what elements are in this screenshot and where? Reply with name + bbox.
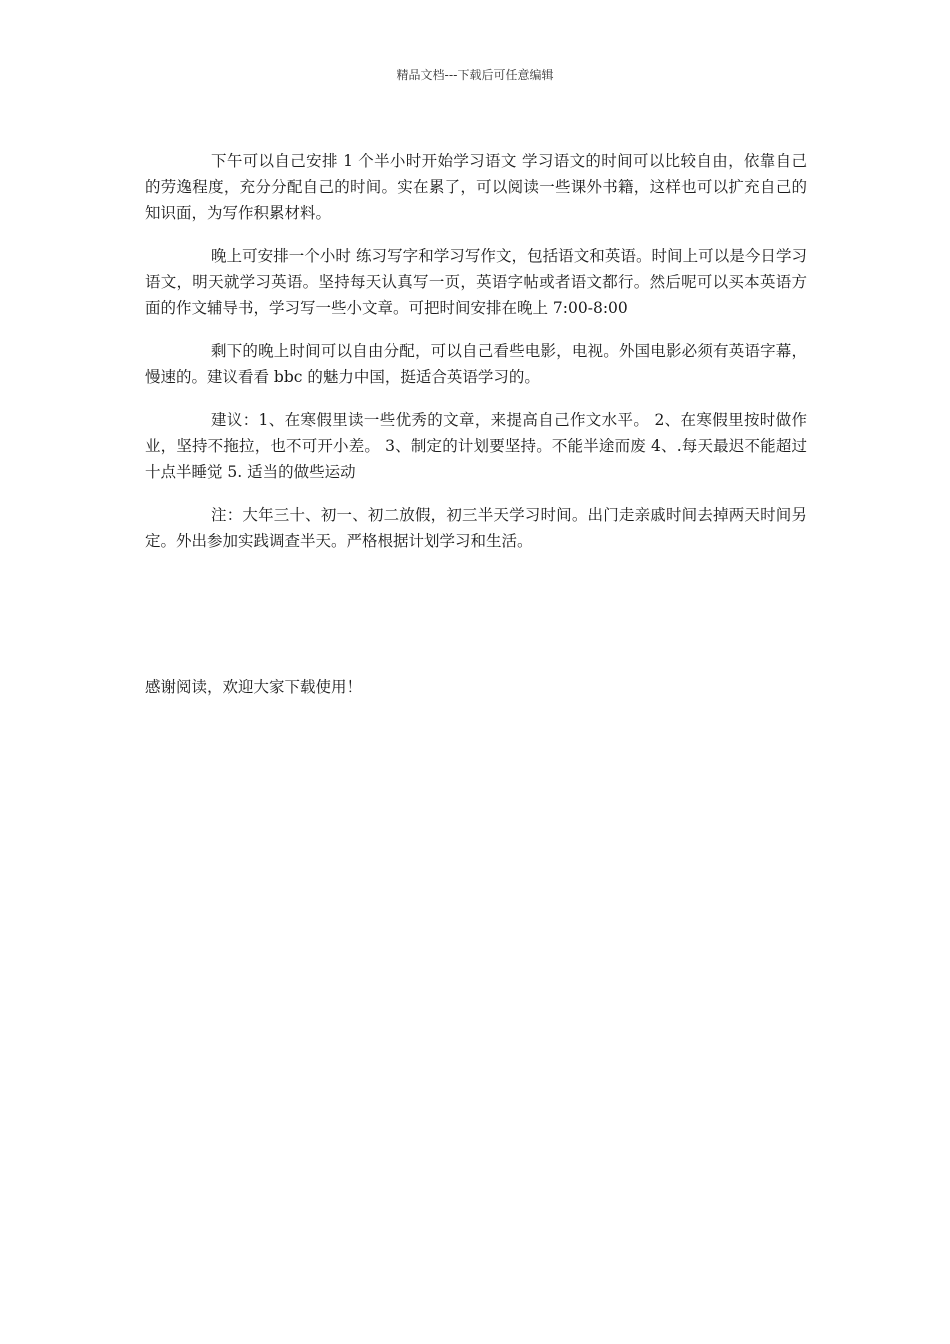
paragraph-note: 注：大年三十、初一、初二放假，初三半天学习时间。出门走亲戚时间去掉两天时间另定。外出参加实践调查半天。严格根据计划学习和生活。 xyxy=(145,506,807,550)
paragraph-afternoon-chinese: 下午可以自己安排 1 个半小时开始学习语文 学习语文的时间可以比较自由，依靠自己的劳逸程度，充分分配自己的时间。实在累了，可以阅读一些课外书籍，这样也可以扩充自己的知识面，为写作积累材料。 xyxy=(145,152,807,222)
document-body xyxy=(145,148,807,571)
paragraph-free-time: 剩下的晚上时间可以自由分配，可以自己看些电影，电视。外国电影必须有英语字幕，慢速的。建议看看 bbc 的魅力中国，挺适合英语学习的。 xyxy=(145,342,807,386)
closing-text: 感谢阅读，欢迎大家下载使用！ xyxy=(145,678,363,696)
paragraph-evening-writing: 晚上可安排一个小时 练习写字和学习写作文，包括语文和英语。时间上可以是今日学习语文，明天就学习英语。坚持每天认真写一页，英语字帖或者语文都行。然后呢可以买本英语方面的作文辅导书，学习写一些小文章。可把时间安排在晚上 7:00-8:00 xyxy=(145,247,807,317)
page-header: 精品文档---下载后可任意编辑 xyxy=(396,68,554,82)
paragraph-suggestions: 建议：1、在寒假里读一些优秀的文章，来提高自己作文水平。 2、在寒假里按时做作业，坚持不拖拉，也不可开小差。 3、制定的计划要坚持。不能半途而废 4、.每天最迟不能超过十点半睡觉 5. 适当的做些运动 xyxy=(145,411,807,481)
